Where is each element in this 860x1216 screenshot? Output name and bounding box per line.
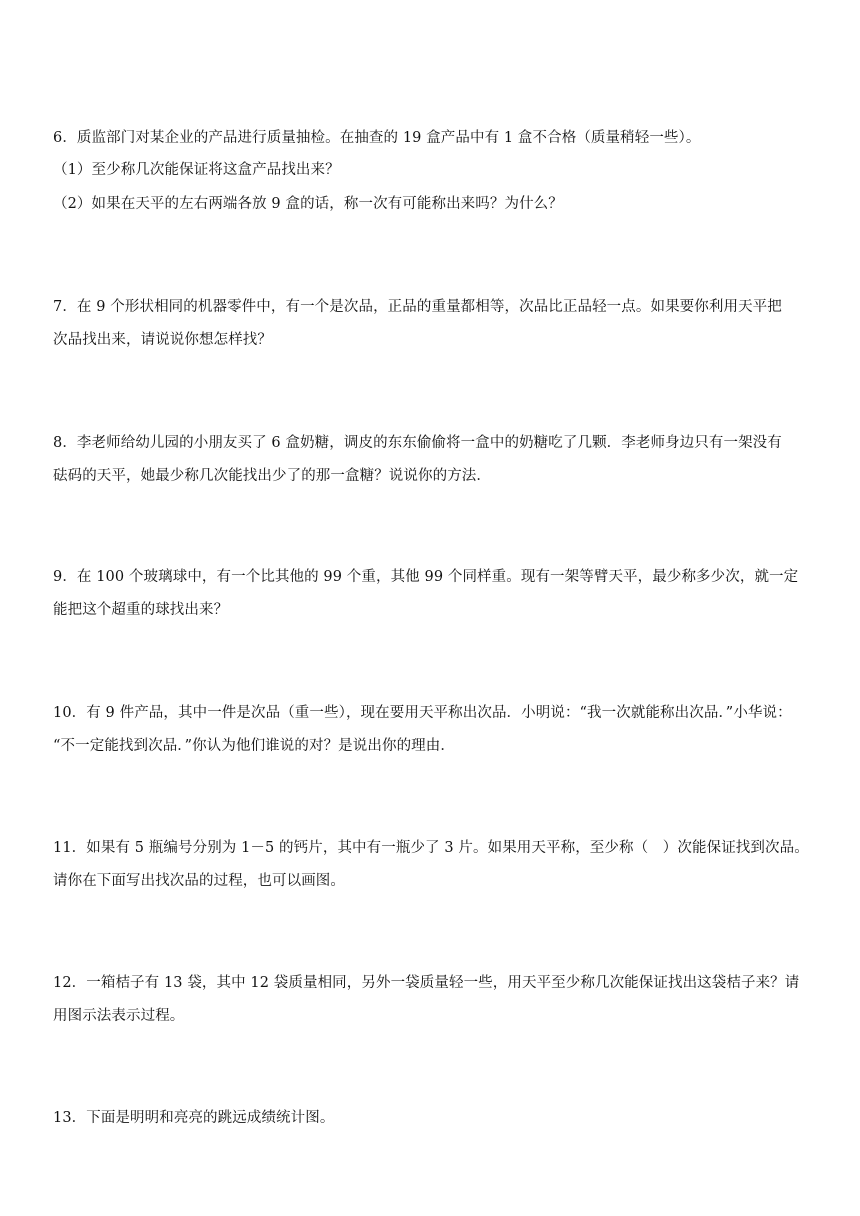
question-6-line-1: 6．质监部门对某企业的产品进行质量抽检。在抽查的 19 盒产品中有 1 盒不合格（质量稍轻一些）。 [53, 130, 701, 146]
question-7-line-1: 7．在 9 个形状相同的机器零件中，有一个是次品，正品的重量都相等，次品比正品轻一点。如果要你利用天平把 [53, 299, 782, 315]
question-8-line-2: 砝码的天平，她最少称几次能找出少了的那一盒糖？说说你的方法． [53, 468, 491, 484]
question-10-line-2: “不一定能找到次品．”你认为他们谁说的对？是说出你的理由． [53, 738, 455, 754]
question-11-line-2: 请你在下面写出找次品的过程，也可以画图。 [53, 873, 345, 889]
question-13-line-1: 13．下面是明明和亮亮的跳远成绩统计图。 [53, 1110, 335, 1126]
question-11-line-1: 11．如果有 5 瓶编号分别为 1－5 的钙片，其中有一瓶少了 3 片。如果用天平称，至少称（ ）次能保证找到次品。 [53, 840, 809, 856]
question-8-line-1: 8．李老师给幼儿园的小朋友买了 6 盒奶糖，调皮的东东偷偷将一盒中的奶糖吃了几颗．李老师身边只有一架没有 [53, 435, 782, 451]
question-9-line-1: 9．在 100 个玻璃球中，有一个比其他的 99 个重，其他 99 个同样重。现有一架等臂天平，最少称多少次，就一定 [53, 569, 799, 585]
question-12-line-1: 12．一箱桔子有 13 袋，其中 12 袋质量相同，另外一袋质量轻一些，用天平至少称几次能保证找出这袋桔子来？请 [53, 975, 800, 991]
question-12-line-2: 用图示法表示过程。 [53, 1008, 185, 1024]
question-9-line-2: 能把这个超重的球找出来？ [53, 602, 229, 618]
question-6-part-1: （1）至少称几次能保证将这盒产品找出来？ [53, 162, 340, 178]
question-10-line-1: 10．有 9 件产品，其中一件是次品（重一些），现在要用天平称出次品．小明说：“我一次就能称出次品．”小华说： [53, 705, 792, 721]
question-6-part-2: （2）如果在天平的左右两端各放 9 盒的话，称一次有可能称出来吗？为什么？ [53, 196, 563, 212]
question-7-line-2: 次品找出来，请说说你想怎样找？ [53, 332, 272, 348]
